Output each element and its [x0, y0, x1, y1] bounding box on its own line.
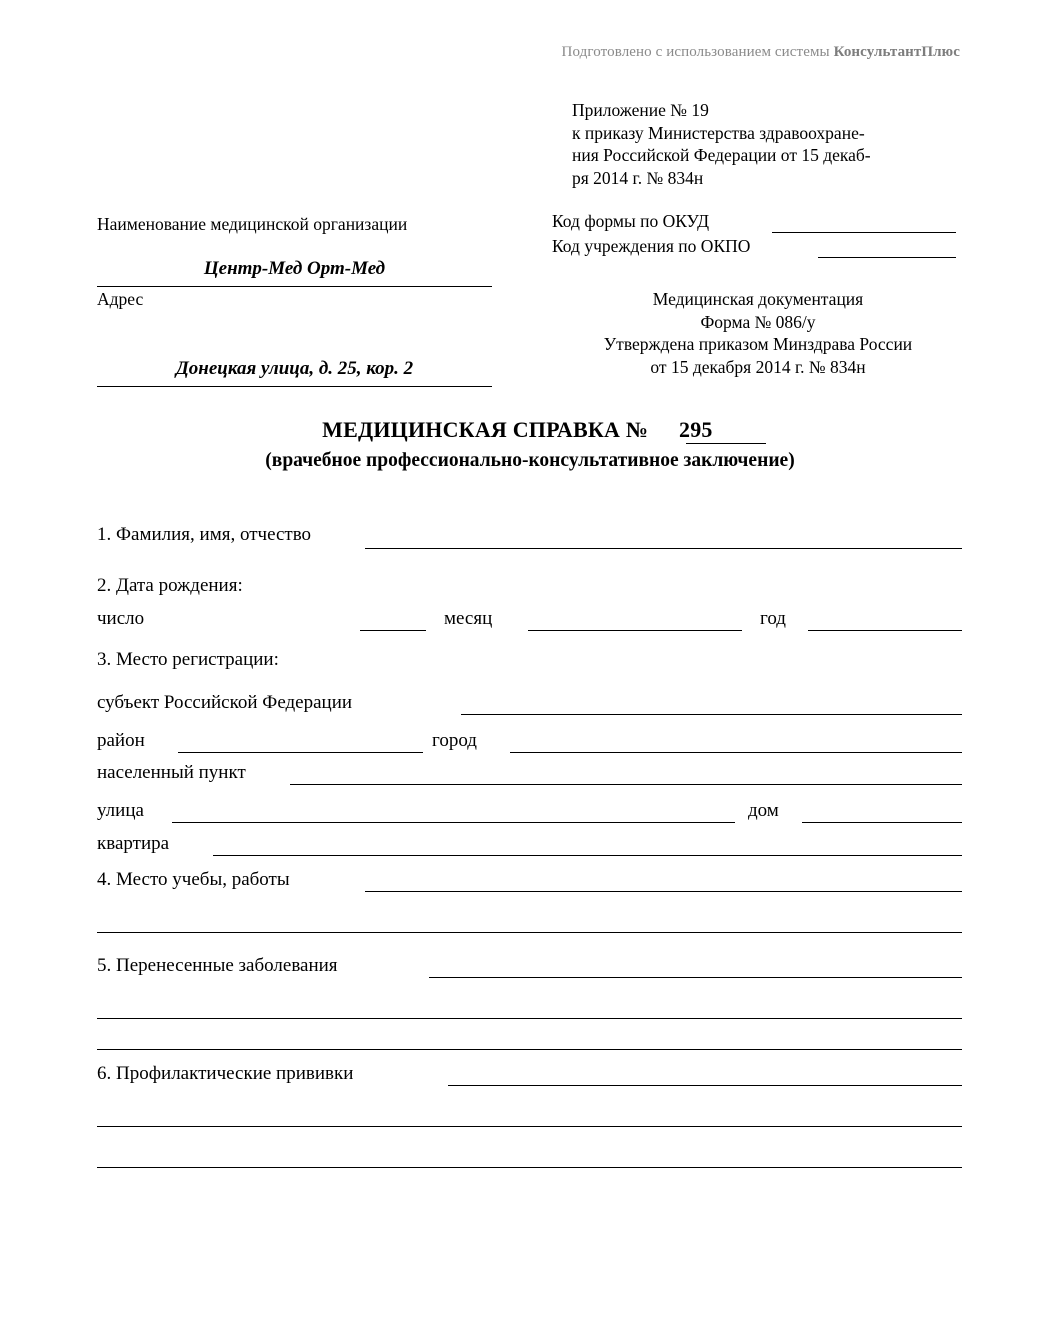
field-city-label: город: [432, 730, 477, 751]
field-street-rule: [172, 822, 735, 823]
consultant-plus-watermark: [0, 44, 960, 61]
consultant-prefix-text: Подготовлено с использованием системы: [561, 44, 834, 60]
field-birth-day-label: число: [97, 608, 145, 629]
field-house-rule: [802, 822, 962, 823]
okud-code-rule: [772, 232, 956, 233]
organization-address-label: Адрес: [97, 289, 144, 309]
field-subject-label: субъект Российской Федерации: [97, 692, 353, 713]
field-district-rule: [178, 752, 423, 753]
field-vaccinations-continuation-2-rule: [97, 1167, 962, 1168]
field-birth-day-rule: [360, 630, 426, 631]
certificate-number-rule: [686, 443, 766, 444]
field-locality-label: населенный пункт: [97, 762, 246, 783]
field-registration-label: 3. Место регистрации:: [97, 649, 279, 670]
appendix-line-2: к приказу Министерства здравоохране-: [572, 122, 865, 143]
field-workplace-rule: [365, 891, 962, 892]
organization-name-label: Наименование медицинской организации: [97, 214, 408, 234]
okpo-code-rule: [818, 257, 956, 258]
appendix-line-1: Приложение № 19: [572, 100, 709, 120]
meddoc-line-3: Утверждена приказом Минздрава России: [603, 334, 913, 354]
organization-name-value[interactable]: Центр-Мед Орт-Мед: [203, 258, 386, 279]
certificate-number-value[interactable]: 295: [679, 417, 713, 442]
field-workplace-label: 4. Место учебы, работы: [97, 869, 290, 890]
field-locality-rule: [290, 784, 962, 785]
page-title-text: МЕДИЦИНСКАЯ СПРАВКА №: [322, 417, 654, 442]
field-city-rule: [510, 752, 962, 753]
field-diseases-label: 5. Перенесенные заболевания: [97, 955, 338, 976]
appendix-line-3: ния Российской Федерации от 15 декаб-: [572, 145, 871, 165]
consultant-brand-text: КонсультантПлюс: [833, 44, 960, 60]
field-apartment-label: квартира: [97, 833, 170, 854]
field-fio-label: 1. Фамилия, имя, отчество: [97, 524, 312, 545]
okud-code-label: Код формы по ОКУД: [552, 211, 710, 231]
field-birth-year-label: год: [760, 608, 786, 629]
field-district-label: район: [97, 730, 145, 751]
organization-name-rule: [97, 286, 492, 287]
field-fio-rule: [365, 548, 962, 549]
appendix-line-4: ря 2014 г. № 834н: [572, 167, 704, 188]
field-birth-month-label: месяц: [444, 608, 493, 629]
organization-address-rule: [97, 386, 492, 387]
field-house-label: дом: [748, 800, 779, 821]
field-birth-year-rule: [808, 630, 962, 631]
medical-documentation-block: [552, 288, 964, 378]
field-workplace-continuation-rule: [97, 932, 962, 933]
page-subtitle: (врачебное профессионально-консультативное заключение): [265, 450, 795, 471]
field-diseases-rule: [429, 977, 962, 978]
field-diseases-continuation-rule: [97, 1018, 962, 1019]
field-birth-month-rule: [528, 630, 742, 631]
field-vaccinations-continuation-1-rule: [97, 1126, 962, 1127]
meddoc-line-1: Медицинская документация: [652, 289, 864, 309]
field-street-label: улица: [97, 800, 144, 821]
meddoc-line-4: от 15 декабря 2014 г. № 834н: [650, 356, 866, 377]
section-six-top-rule: [97, 1049, 962, 1050]
organization-address-value[interactable]: Донецкая улица, д. 25, кор. 2: [175, 358, 414, 379]
field-subject-rule: [461, 714, 962, 715]
okpo-code-label: Код учреждения по ОКПО: [552, 236, 751, 256]
field-apartment-rule: [213, 855, 962, 856]
page-title: [0, 417, 1060, 443]
field-vaccinations-label: 6. Профилактические прививки: [97, 1063, 354, 1084]
appendix-reference-block: [572, 99, 972, 189]
meddoc-line-2: Форма № 086/у: [700, 311, 816, 332]
field-vaccinations-rule: [448, 1085, 962, 1086]
field-birthdate-label: 2. Дата рождения:: [97, 575, 243, 596]
